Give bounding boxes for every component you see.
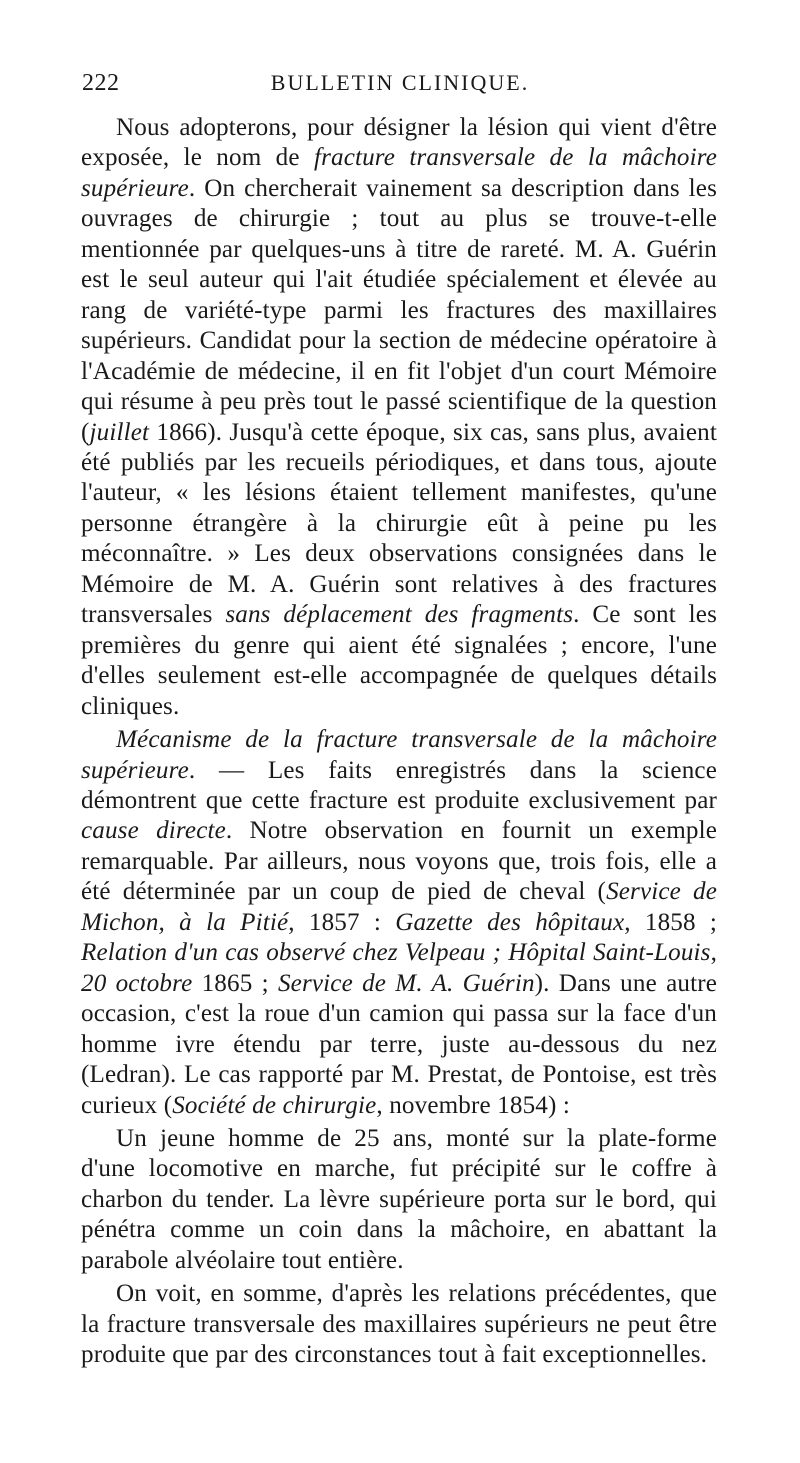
italic-text: Relation d'un cas observé chez Velpeau ; Hôpital Saint-Louis (81, 939, 711, 967)
italic-text: Société de chirurgie (172, 1091, 377, 1119)
text-run: . — Les faits enregistrés dans la science démontrent que cette fracture est produite exclusivement par (81, 756, 717, 814)
italic-text: sans déplacement des fragments (225, 601, 574, 629)
text-run: , 1857 : (288, 908, 396, 936)
text-run: On voit, en somme, d'après les relations précédentes, que la fracture transversale des maxillaires supérieurs ne peut être produite que par des circonstances tout à fait exceptionnelles. (81, 1280, 717, 1369)
italic-text: juillet (89, 418, 150, 446)
italic-text: cause directe (81, 817, 226, 845)
text-run: . On chercherait vainement sa description dans les ouvrages de chirurgie ; tout au plus se trouve-t-elle mentionnée par quelques-uns à titre de rareté. M. A. Guérin est le seul auteur qui l'ait étudiée spécialement et élevée au rang de variété-type parmi les fractures des maxillaires supérieurs. Candidat pour la section de médecine opératoire à l'Académie de médecine, il en fit l'objet d'un court Mémoire qui résume à peu près tout le passé scientifique de la question ( (81, 174, 717, 446)
text-run: Nous adopterons, pour désigner la lésion qui vient d'être exposée, le nom de (81, 114, 717, 172)
italic-text: fracture transversale de la mâchoire supérieure (81, 144, 717, 202)
italic-text: 20 octobre (81, 969, 193, 997)
text-run: , (710, 939, 717, 967)
text-run: , 1858 ; (624, 908, 717, 936)
page-number: 222 (82, 70, 120, 96)
paragraph (81, 1124, 717, 1276)
text-run: , novembre 1854) : (376, 1091, 571, 1119)
paragraph (81, 725, 717, 1121)
text-run: 1865 ; (192, 969, 278, 997)
page-header (82, 70, 718, 106)
text-run: 1866). Jusqu'à cette époque, six cas, sans plus, avaient été publiés par les recueils périodiques, et dans tous, ajoute l'auteur, « les lésions étaient tellement manifestes, qu'une personne étrangère à la chirurgie eût à peine pu les méconnaître. » Les deux observations consignées dans le Mémoire de M. A. Guérin sont relatives à des fractures transversales (81, 418, 717, 629)
body-text (81, 113, 717, 1371)
paragraph (81, 113, 717, 722)
running-head: BULLETIN CLINIQUE. (270, 70, 530, 95)
text-run: Un jeune homme de 25 ans, monté sur la plate-forme d'une locomotive en marche, fut précipité sur le coffre à charbon du tender. La lèvre supérieure porta sur le bord, qui pénétra comme un coin dans la mâchoire, en abattant la parabole alvéolaire tout entière. (81, 1124, 717, 1274)
italic-text: Gazette des hôpitaux (395, 908, 625, 936)
paragraph (81, 1279, 717, 1370)
italic-text: Service de M. A. Guérin (277, 969, 535, 997)
text-run: . Ce sont les premières du genre qui aient été signalées ; encore, l'une d'elles seulement est-elle accompagnée de quelques détails cliniques. (81, 601, 717, 720)
italic-text: Mécanisme de la fracture transversale de la mâchoire supérieure (81, 726, 717, 784)
text-run: ). Dans une autre occasion, c'est la roue d'un camion qui passa sur la face d'un homme ivre étendu par terre, juste au-dessous du nez (Ledran). Le cas rapporté par M. Prestat, de Pontoise, est très curieux ( (81, 969, 717, 1119)
italic-text: Service de Michon, à la Pitié (81, 878, 717, 936)
text-run: . Notre observation en fournit un exemple remarquable. Par ailleurs, nous voyons que, trois fois, elle a été déterminée par un coup de pied de cheval ( (81, 817, 717, 906)
